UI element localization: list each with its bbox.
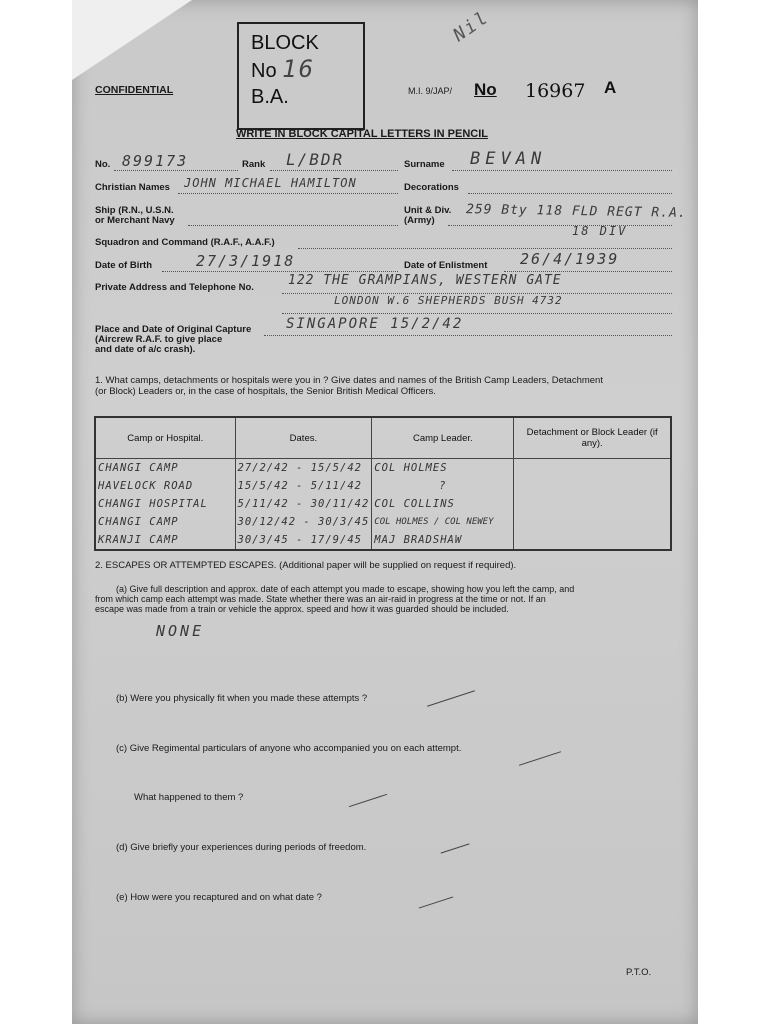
camp-cell: CHANGI CAMP <box>95 513 235 531</box>
christian-names-value: JOHN MICHAEL HAMILTON <box>184 176 357 190</box>
q2-d: (d) Give briefly your experiences during periods of freedom. <box>116 842 367 853</box>
unit-value-1: 259 Bty 118 FLD REGT R.A. <box>465 202 687 221</box>
table-row <box>95 459 671 478</box>
dates-cell: 30/3/45 - 17/9/45 <box>235 531 372 550</box>
capture-dotted-line <box>264 335 672 336</box>
detachment-cell <box>514 495 671 513</box>
enlistment-dotted-line <box>504 271 672 272</box>
leader-cell: MAJ BRADSHAW <box>372 531 514 550</box>
enlistment-label: Date of Enlistment <box>404 260 488 271</box>
camp-cell: CHANGI CAMP <box>95 459 235 478</box>
q2-a-line-3: escape was made from a train or vehicle the approx. speed and how it was guarded should be included. <box>95 604 509 614</box>
squadron-dotted-line <box>298 248 672 249</box>
table-row <box>95 531 671 550</box>
christian-dotted-line <box>178 193 398 194</box>
camp-cell: CHANGI HOSPITAL <box>95 495 235 513</box>
capture-label-2: (Aircrew R.A.F. to give place <box>95 334 223 345</box>
confidential-label: CONFIDENTIAL <box>95 84 174 96</box>
stamp-line-ba: B.A. <box>251 86 289 108</box>
rank-value: L/BDR <box>286 150 345 169</box>
capture-label-1: Place and Date of Original Capture <box>95 324 252 335</box>
christian-names-label: Christian Names <box>95 182 170 193</box>
form-ref: M.I. 9/JAP/ <box>408 86 453 96</box>
dates-cell: 15/5/42 - 5/11/42 <box>235 477 372 495</box>
rank-dotted-line <box>270 170 398 171</box>
decorations-dotted-line <box>468 193 672 194</box>
q1-text-1: 1. What camps, detachments or hospitals were you in ? Give dates and names of the British Camp Leaders, Detachment <box>95 375 603 386</box>
q2-a-answer: NONE <box>156 622 205 640</box>
q2-c: (c) Give Regimental particulars of anyone who accompanied you on each attempt. <box>116 743 462 754</box>
detachment-cell <box>514 513 671 531</box>
dob-dotted-line <box>162 271 398 272</box>
pto-label: P.T.O. <box>626 967 652 978</box>
leader-cell: COL HOLMES / COL NEWEY <box>372 513 514 531</box>
block-stamp <box>237 22 365 130</box>
surname-value: BEVAN <box>470 149 547 169</box>
capture-value: SINGAPORE 15/2/42 <box>286 316 464 332</box>
no-label-header: No <box>474 80 497 99</box>
table-row <box>95 513 671 531</box>
address-value-1: 122 THE GRAMPIANS, WESTERN GATE <box>288 273 562 288</box>
q2-a-line-1: (a) Give full description and approx. date of each attempt you made to escape, showing how you left the camp, and <box>116 584 575 594</box>
instruction-heading: WRITE IN BLOCK CAPITAL LETTERS IN PENCIL <box>236 128 488 140</box>
q2-e: (e) How were you recaptured and on what date ? <box>116 892 322 903</box>
col-dates: Dates. <box>235 417 372 459</box>
surname-dotted-line <box>452 170 672 171</box>
col-detachment-leader: Detachment or Block Leader (if any). <box>514 417 671 459</box>
detachment-cell <box>514 459 671 478</box>
stamp-line-block: BLOCK <box>251 32 319 54</box>
address-value-2: LONDON W.6 SHEPHERDS BUSH 4732 <box>334 294 563 307</box>
dates-cell: 30/12/42 - 30/3/45 <box>235 513 372 531</box>
leader-cell: ? <box>372 477 514 495</box>
stamp-number: 16 <box>282 55 316 83</box>
dob-value: 27/3/1918 <box>196 252 296 270</box>
serial-number: 16967 <box>525 80 586 102</box>
dob-label: Date of Birth <box>95 260 152 271</box>
serial-suffix: A <box>604 78 617 97</box>
enlistment-value: 26/4/1939 <box>520 250 620 268</box>
unit-dotted-line <box>448 225 672 226</box>
col-camp-leader: Camp Leader. <box>372 417 514 459</box>
dates-cell: 5/11/42 - 30/11/42 <box>235 495 372 513</box>
unit-label-2: (Army) <box>404 215 435 226</box>
q2-a-line-2: from which camp each attempt was made. State whether there was an air-raid in progress at the time or not. If an <box>95 594 546 604</box>
address-dotted-line-2 <box>282 313 672 314</box>
corner-note: Nil <box>449 6 494 47</box>
no-label: No. <box>95 159 111 170</box>
camps-table <box>94 416 672 551</box>
decorations-label: Decorations <box>404 182 459 193</box>
stamp-no-label: No <box>251 60 277 82</box>
table-row <box>95 495 671 513</box>
camp-cell: HAVELOCK ROAD <box>95 477 235 495</box>
camp-cell: KRANJI CAMP <box>95 531 235 550</box>
ship-dotted-line <box>188 225 398 226</box>
leader-cell: COL HOLMES <box>372 459 514 478</box>
dates-cell: 27/2/42 - 15/5/42 <box>235 459 372 478</box>
address-label: Private Address and Telephone No. <box>95 282 254 293</box>
capture-label-3: and date of a/c crash). <box>95 344 196 355</box>
folded-corner <box>72 0 192 80</box>
ship-label-1: Ship (R.N., U.S.N. <box>95 205 174 216</box>
col-camp-or-hospital: Camp or Hospital. <box>95 417 235 459</box>
surname-label: Surname <box>404 159 445 170</box>
q2-title: 2. ESCAPES OR ATTEMPTED ESCAPES. (Additional paper will be supplied on request if required). <box>95 560 517 571</box>
unit-value-2: 18 DIV <box>572 224 628 238</box>
table-row <box>95 477 671 495</box>
q2-b: (b) Were you physically fit when you made these attempts ? <box>116 693 368 704</box>
no-value: 899173 <box>122 152 189 170</box>
no-dotted-line <box>114 170 238 171</box>
detachment-cell <box>514 477 671 495</box>
squadron-label: Squadron and Command (R.A.F., A.A.F.) <box>95 237 275 248</box>
stamp-line-no <box>239 56 363 84</box>
unit-label-1: Unit & Div. <box>404 205 452 216</box>
rank-label: Rank <box>242 159 266 170</box>
q1-text-2: (or Block) Leaders or, in the case of hospitals, the Senior British Medical Officers. <box>95 386 436 397</box>
q2-c-sub: What happened to them ? <box>134 792 244 803</box>
detachment-cell <box>514 531 671 550</box>
camps-table-header <box>95 417 671 459</box>
ship-label-2: or Merchant Navy <box>95 215 175 226</box>
leader-cell: COL COLLINS <box>372 495 514 513</box>
